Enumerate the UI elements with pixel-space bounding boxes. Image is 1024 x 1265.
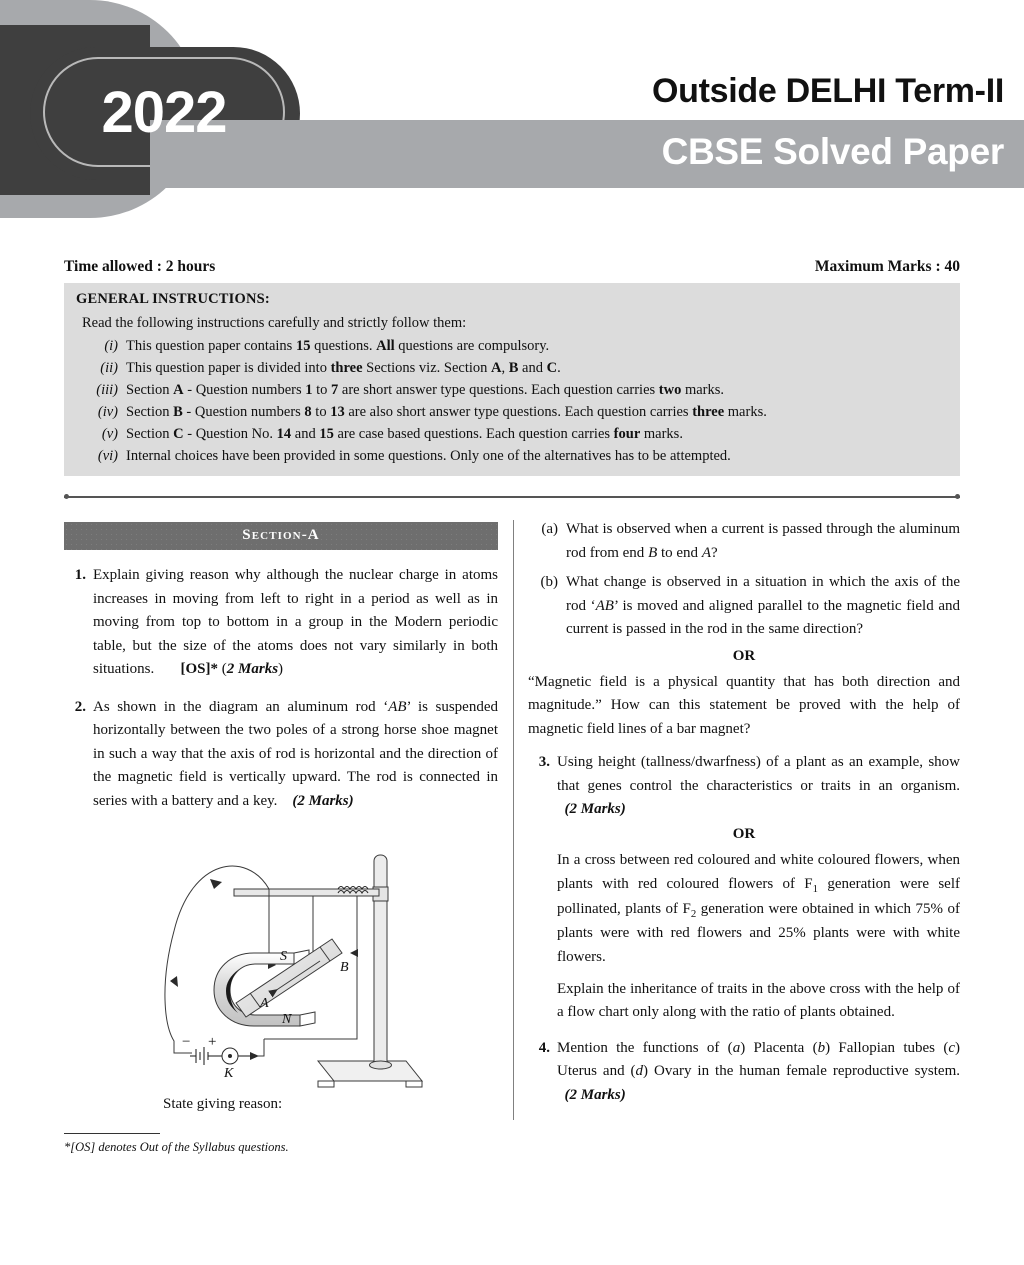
question-3-or-divider: OR <box>732 826 756 843</box>
instruction-number: (vi) <box>97 448 118 465</box>
banner-year-label: 2022 <box>101 79 227 145</box>
instruction-text: Section B - Question numbers 8 to 13 are also short answer type questions. Each question carries three marks. <box>126 404 767 421</box>
right-column <box>528 518 960 1107</box>
footnote-text: *[OS] denotes Out of the Syllabus questions. <box>64 1140 289 1154</box>
label-rod-end-a: A <box>260 996 269 1011</box>
question-2-alternative-text: “Magnetic field is a physical quantity that has both direction and magnitude.” How can this statement be proved with the help of magnetic field lines of a bar magnet? <box>528 673 960 737</box>
sub-question-label: (b) <box>540 574 558 591</box>
time-allowed-label: Time allowed : 2 hours <box>64 258 216 275</box>
instruction-text: Internal choices have been provided in some questions. Only one of the alternatives has to be attempted. <box>126 448 731 465</box>
question-text: Explain giving reason why although the nuclear charge in atoms increases in moving from left to right in a period as well as in moving from top to bottom in a group in the Modern periodic table, but the size of the atoms does not vary similarly in both situations. [OS]* (2 Marks) <box>93 567 498 678</box>
question-number: 1. <box>74 567 86 583</box>
instruction-item <box>76 423 950 445</box>
instructions-lead: Read the following instructions carefully and strictly follow them: <box>82 315 467 331</box>
left-column <box>64 522 498 813</box>
sub-question-text: What change is observed in a situation in which the axis of the rod ‘AB’ is moved and aligned parallel to the magnetic field and current is passed in the rod in the same direction? <box>566 574 960 638</box>
battery-and-key <box>190 1047 252 1065</box>
question-2-sub-a <box>528 518 960 565</box>
label-battery-minus: − <box>182 1034 191 1050</box>
question-2-sub-b <box>528 571 960 642</box>
label-north-pole: N <box>282 1012 292 1027</box>
footnote-rule <box>64 1133 160 1134</box>
question-number: 2. <box>74 698 86 715</box>
exam-meta-row <box>64 258 960 276</box>
question-3-alternative-text-2: Explain the inheritance of traits in the above cross with the help of a flow chart only along with the ratio of plants obtained. <box>557 980 960 1021</box>
question-1 <box>64 564 498 682</box>
suspension-bar <box>234 887 379 897</box>
instruction-number: (ii) <box>100 360 118 377</box>
instruction-text: This question paper is divided into three Sections viz. Section A, B and C. <box>126 360 561 377</box>
instruction-item <box>76 335 950 357</box>
column-divider <box>513 520 514 1120</box>
question-text: As shown in the diagram an aluminum rod ‘AB’ is suspended horizontally between the two poles of a strong horse shoe magnet in such a way that the axis of rod is horizontal and the direction of the magnetic field is vertically upward. The rod is connected in series with a battery and a key. (2 Marks) <box>93 698 498 809</box>
question-3 <box>528 751 960 822</box>
question-4 <box>528 1037 960 1108</box>
maximum-marks-label: Maximum Marks : 40 <box>814 258 960 275</box>
instruction-text: Section A - Question numbers 1 to 7 are short answer type questions. Each question carries two marks. <box>126 382 725 399</box>
page-header-banner <box>0 0 1024 218</box>
banner-title-top: Outside DELHI Term-II <box>652 72 1004 110</box>
instruction-item <box>76 445 950 467</box>
question-3-alternative-text-1: In a cross between red coloured and white coloured flowers, when plants with red coloured flowers of $F_1$ generation were self pollinated, plants of $F_2$ generation were obtained in which 75% of plants were with red flowers and 25% plants were with white flowers. <box>557 852 960 965</box>
section-a-header: Section-A <box>64 522 498 550</box>
question-2 <box>64 696 498 814</box>
label-key: K <box>224 1066 234 1081</box>
instruction-item <box>76 379 950 401</box>
question-2-or-divider: OR <box>732 647 756 664</box>
sub-question-label: (a) <box>541 521 558 537</box>
instruction-text: Section C - Question No. 14 and 15 are case based questions. Each question carries four marks. <box>126 426 683 443</box>
question-text: Using height (tallness/dwarfness) of a plant as an example, show that genes control the characteristics or traits in an organism. (2 Marks) <box>557 754 960 818</box>
state-giving-reason-label: State giving reason: <box>163 1096 283 1112</box>
aluminum-rod-ab <box>236 939 342 1017</box>
label-south-pole: S <box>280 949 287 964</box>
banner-title-bottom: CBSE Solved Paper <box>661 131 1004 172</box>
instructions-bottom-rule <box>64 496 960 498</box>
label-battery-plus: + <box>208 1034 217 1050</box>
magnet-rod-apparatus-diagram <box>152 843 452 1095</box>
general-instructions-box <box>64 283 960 476</box>
instruction-number: (i) <box>104 338 118 354</box>
instruction-number: (iii) <box>96 382 118 399</box>
question-text: Mention the functions of (a) Placenta (b) Fallopian tubes (c) Uterus and (d) Ovary in the human female reproductive system. (2 Marks) <box>557 1039 960 1103</box>
instructions-heading: GENERAL INSTRUCTIONS: <box>76 291 270 307</box>
instruction-item <box>76 401 950 423</box>
instruction-item <box>76 357 950 379</box>
instruction-number: (iv) <box>97 404 118 421</box>
instruction-number: (v) <box>101 426 118 443</box>
label-rod-end-b: B <box>340 960 349 975</box>
question-number: 4. <box>538 1039 550 1056</box>
instruction-text: This question paper contains 15 questions. All questions are compulsory. <box>126 338 550 354</box>
sub-question-text: What is observed when a current is passed through the aluminum rod from end B to end A? <box>566 521 960 561</box>
question-number: 3. <box>538 754 550 771</box>
